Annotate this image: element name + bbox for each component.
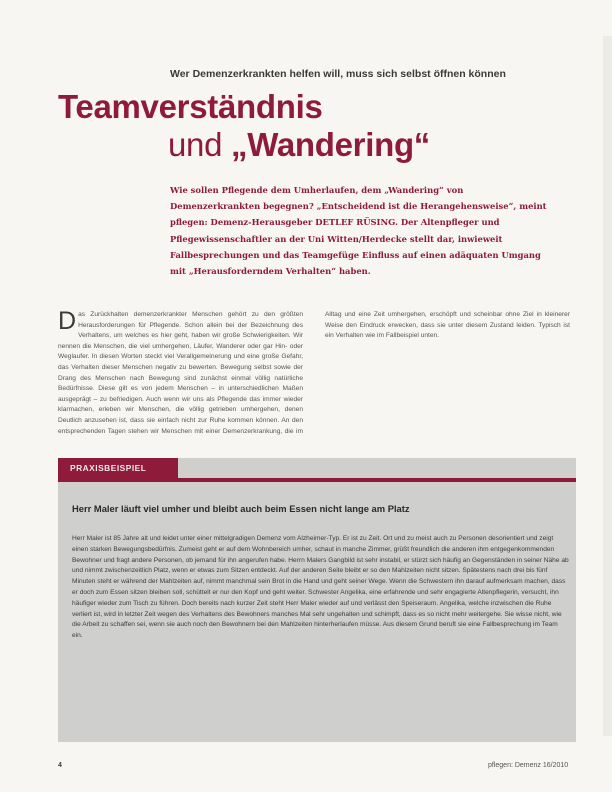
- page-edge: [603, 36, 612, 736]
- page-number: 4: [58, 762, 62, 769]
- drop-cap: D: [58, 307, 77, 335]
- article-text: as Zurückhalten demenzerkrankter Menschen gehört zu den größten Herausforderungen für Pflegende. Schon allein bei der Bezeichnung des Verhaltens, um welches es hier geht, haben wir große Schwierigkeiten. Wir nennen die Menschen, die viel umhergehen, Läufer, Wanderer oder gar Hin- oder Weglaufer. In diesen Worten steckt viel Verallgemeinerung und eine große Gefahr, das Verhalten dieser Menschen negativ zu bewerten. Bewegung selbst sowie der Drang des Menschen nach Bewegung sind zunächst einmal völlig natürliche Bedürfnisse. Diese gilt es von jedem Menschen – in unterschiedlichen Maßen ausgeprägt – zu befriedigen. Auch wenn wir uns als Pflegende das immer wieder klarmachen, erleben wir Menschen, die völlig getrieben umhergehen, denen Deutlich anzusehen ist, dass sie einfach nicht zur Ruhe kommen können. An den entsprechenden Tagen stehen wir Menschen mit einer Demenzerkrankung, die im Alltag und eine Zeit umhergehen, erschöpft und scheinbar ohne Ziel in kleinerer Weise den Eindruck erwecken, dass sie unter diesem Zustand leiden. Typisch ist ein Verhalten wie im Fallbeispiel unten.: [58, 311, 570, 435]
- lead-paragraph: Wie sollen Pflegende dem Umherlaufen, dem „Wandering“ von Demenzerkrankten begegnen? „Entscheidend ist die Herangehensweise“, meint pflegen: Demenz-Herausgeber DETLEF RÜSING. Der Altenpfleger und Pflegewissenschaftler an der Uni Witten/Herdecke stellt dar, inwieweit Fallbesprechungen und das Teamgefüge Einfluss auf einen adäquaten Umgang mit „Herausforderndem Verhalten“ haben.: [170, 185, 547, 277]
- case-study-text: Herr Maler ist 85 Jahre alt und leidet unter einer mittelgradigen Demenz vom Alzheimer-Typ. Er ist zu Zeit. Ort und zu meist auch zu Personen desorientiert und zeigt einen starken Bewegungsbedürfnis. Zumeist geht er auf dem Wohnbereich umher, schaut in manche Zimmer, grüßt freundlich die anderen ihm entgegenkommenden Bewohner und fragt andere Personen, ob jemand für ihn angerufen habe. Herrn Malers Gangbild ist sehr instabil, er stürzt sich häufig an Gegenständen in seiner Nähe ab und nimmt zwischenzeitlich Platz, wenn er etwas zum Sitzen entdeckt. Auf der anderen Seite bleibt er so den Mahlzeiten nicht sitzen. Spätestens nach drei bis fünf Minuten steht er während der Mahlzeiten auf, nimmt manchmal sein Brot in die Hand und geht seiner Wege. Wenn die Schwestern ihn darauf aufmerksam machen, dass er doch zum Essen sitzen bleiben soll, schüttelt er nur den Kopf und geht weiter. Schwester Angelika, eine erfahrende und sehr engagierte Altenpflegerin, versucht, ihn häufiger wieder zum Tisch zu führen. Doch bereits nach kurzer Zeit steht Herr Maler wieder auf und verlässt den Speiseraum. Angelika, welche inzwischen die Ruhe verliert ist, wird in letzter Zeit wegen des Verhaltens des Bewohners manches Mal sehr ungehalten und schimpft, dass es so nicht mehr weitergehe. Sie wisse nicht, wie die Arbeit zu schaffen sei, wenn sie auch noch den Bewohnern bei den Mahlzeiten hinterherlaufen müsse. Aus diesem Grund beruft sie eine Fallbesprechung im Team ein.: [72, 535, 569, 640]
- article-body: [58, 307, 570, 438]
- case-study-tab: PRAXISBEISPIEL: [58, 458, 178, 478]
- kicker-line: Wer Demenzerkrankten helfen will, muss sich selbst öffnen können: [170, 68, 506, 80]
- case-study-band: [58, 478, 576, 482]
- headline-bold: „Wandering“: [231, 126, 431, 163]
- case-study-title: Herr Maler läuft viel umher und bleibt auch beim Essen nicht lange am Platz: [72, 503, 410, 514]
- headline-plain: und: [168, 126, 232, 163]
- headline-line-1: Teamverständnis: [58, 88, 323, 125]
- headline-line-2: [168, 126, 430, 164]
- magazine-footer: pflegen: Demenz 16/2010: [488, 762, 569, 769]
